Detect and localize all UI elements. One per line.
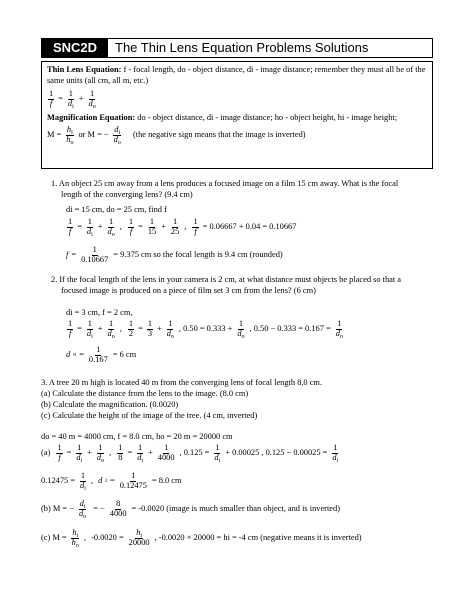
question-3b: (b) Calculate the magnification. (0.0020) bbox=[41, 399, 179, 409]
formula-box bbox=[41, 61, 433, 169]
question-1-text: 1. An object 25 cm away from a lens produces a focused image on a film 15 cm away. What is the focal length of the converging lens? (9.4 cm) bbox=[51, 179, 399, 199]
question-1 bbox=[51, 179, 431, 200]
magnification-definition: Magnification Equation: do - object distance, di - image distance; ho - object height, hi - image height; bbox=[47, 112, 398, 122]
course-badge: SNC2D bbox=[42, 39, 108, 57]
question-3 bbox=[41, 378, 322, 422]
q3-given: do = 40 m = 4000 cm, f = 8.0 cm, ho = 20 m = 20000 cm bbox=[41, 432, 233, 441]
question-3a: (a) Calculate the distance from the lens to the image. (8.0 cm) bbox=[41, 388, 249, 398]
q2-working: $\frac{1}{f}$ = $\frac{1}{d_i}$ + $\frac{1}{d_o}$ , $\frac{1}{2}$ = $\frac{1}{3}$ + $\frac{1}{d_o}$ , 0.50 = 0.333 + $\frac{1}{d_o}$ , 0.50 − 0.333 = 0.167 = $\frac{1}{d_o}$ bbox=[68, 319, 343, 340]
q1-working: $\frac{1}{f}$ = $\frac{1}{d_i}$ + $\frac{1}{d_o}$ , $\frac{1}{f}$ = $\frac{1}{15}$ + $\frac{1}{25}$ , $\frac{1}{f}$ = 0.06667 + 0.04 = 0.10667 bbox=[68, 217, 297, 238]
q3c-answer: (c) M = $\frac{h_i}{h_o}$ , -0.0020 = $\frac{h_i}{20000}$ , -0.0020 × 20000 = hi = -4 cm (negative means it is inverted) bbox=[41, 528, 362, 549]
thin-lens-definition: Thin Lens Equation: f - focal length, do - object distance, di - image distance; remember they must all be of the same units (all cm, all m, etc.) bbox=[47, 65, 426, 85]
page-title: The Thin Lens Equation Problems Solutions bbox=[115, 39, 369, 55]
magnification-equation: M = $\frac{h_i}{h_o}$ or M = − $\frac{d_i}{d_o}$ (the negative sign means that the image is inverted) bbox=[47, 125, 306, 146]
question-3c: (c) Calculate the height of the image of the tree. (4 cm, inverted) bbox=[41, 410, 258, 420]
q1-given: di = 15 cm, do = 25 cm, find f bbox=[66, 205, 167, 214]
question-2-text: 2. If the focal length of the lens in your camera is 2 cm, at what distance must objects be placed so that a focused image is produced on a piece of film set 3 cm from the lens? (6 cm) bbox=[51, 275, 402, 295]
thin-lens-equation: $\frac{1}{f}$ = $\frac{1}{d_i}$ + $\frac{1}{d_o}$ bbox=[49, 89, 96, 110]
q1-answer: f = $\frac{1}{0.10667}$ = 9.375 cm so the focal length is 9.4 cm (rounded) bbox=[66, 245, 283, 264]
q3a-answer: 0.12475 = $\frac{1}{d_i}$ , d i = $\frac{1}{0.12475}$ = 8.0 cm bbox=[41, 471, 182, 492]
q3a-working: (a) $\frac{1}{f}$ = $\frac{1}{d_i}$ + $\frac{1}{d_o}$ , $\frac{1}{8}$ = $\frac{1}{d_i}$ + $\frac{1}{4000}$ , 0.125 = $\frac{1}{d_i}$ + 0.00025 , 0.125 − 0.00025 = $\frac{1}{d_i}$ bbox=[41, 443, 339, 464]
title-bar bbox=[41, 38, 433, 58]
q3b-answer: (b) M = − $\frac{d_i}{d_o}$ = − $\frac{8}{4000}$ = -0.0020 (image is much smaller than object, and is inverted) bbox=[41, 499, 340, 520]
question-2 bbox=[51, 275, 431, 296]
q2-answer: d o = $\frac{1}{0.167}$ = 6 cm bbox=[66, 345, 137, 364]
question-3-text: 3. A tree 20 m high is located 40 m from the converging lens of focal length 8.0 cm. bbox=[41, 378, 323, 387]
q2-given: di = 3 cm, f = 2 cm, bbox=[66, 308, 133, 317]
